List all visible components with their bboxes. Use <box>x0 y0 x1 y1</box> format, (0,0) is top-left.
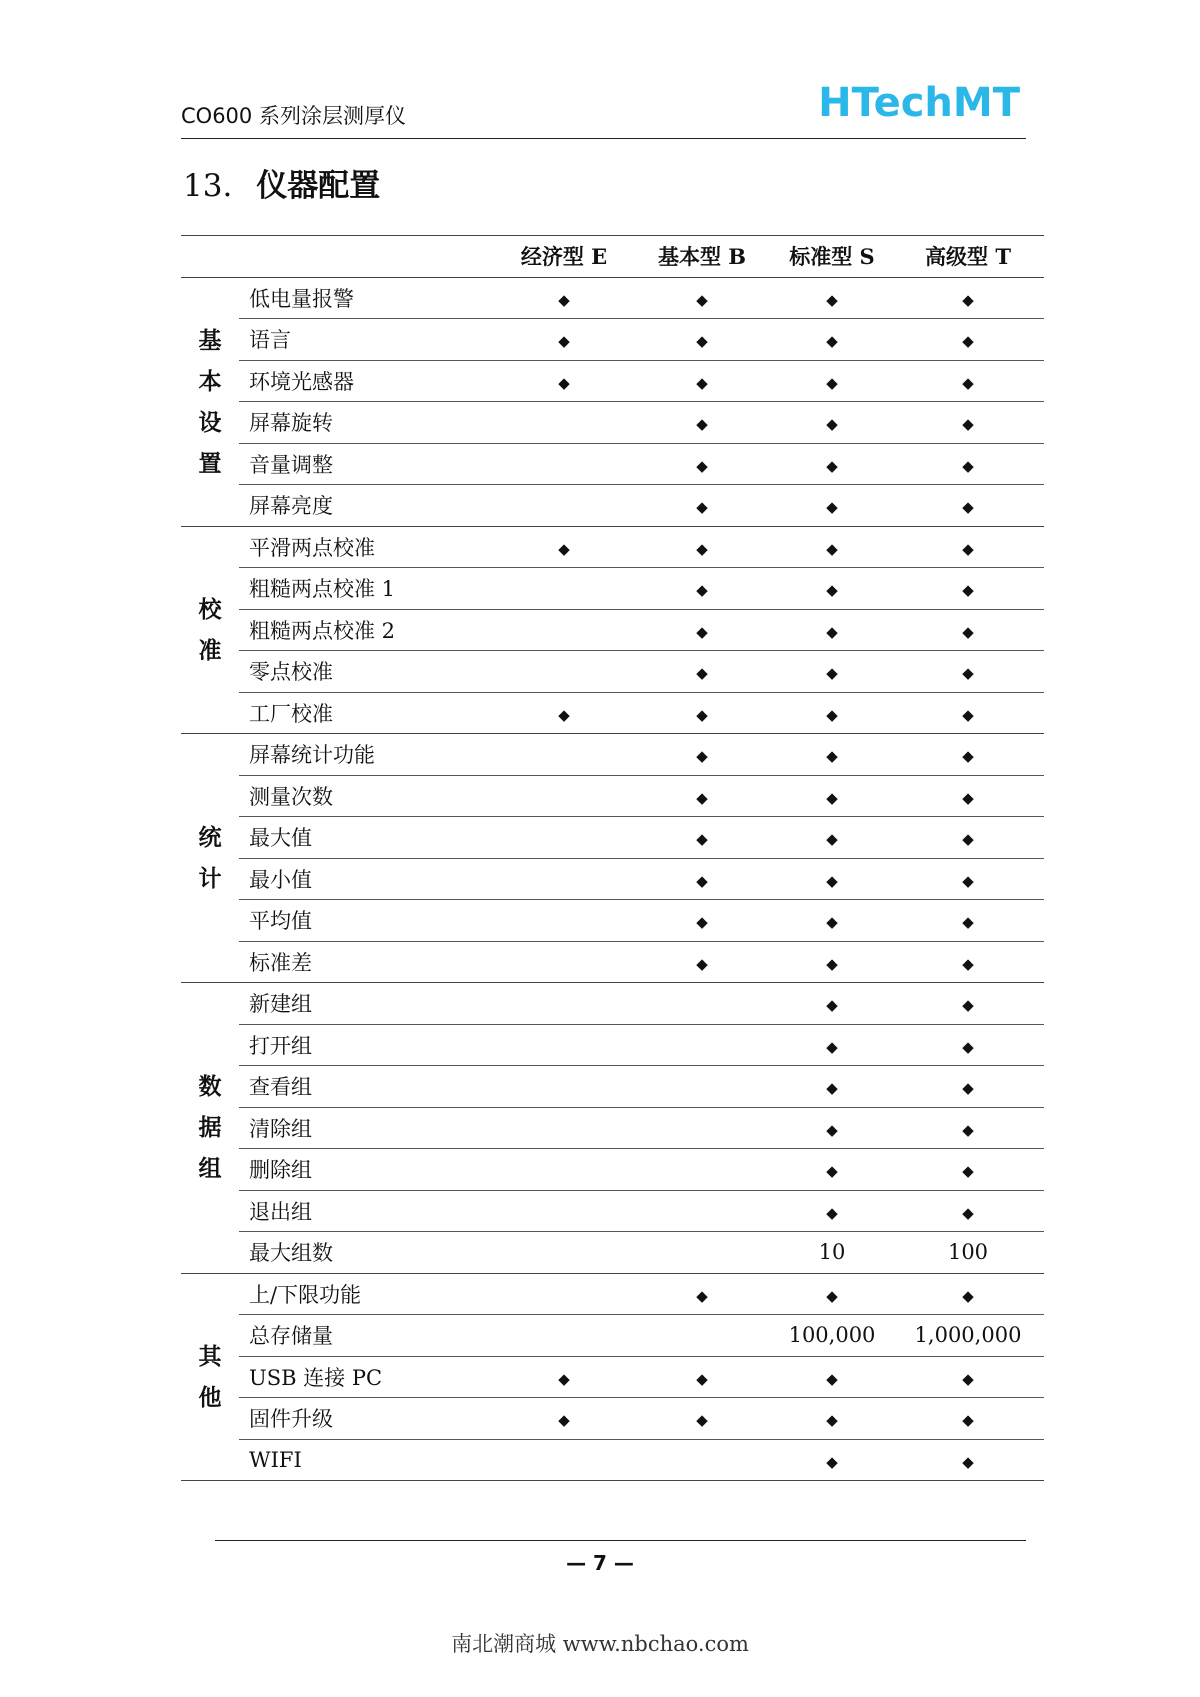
table-header-row <box>181 236 1044 278</box>
feature-value-cell <box>496 1066 632 1108</box>
table-row <box>181 609 1044 651</box>
diamond-icon: ◆ <box>826 290 838 309</box>
feature-value-cell <box>772 485 892 527</box>
diamond-icon: ◆ <box>826 1120 838 1139</box>
feature-value-cell <box>892 1232 1044 1274</box>
feature-value-cell <box>632 485 772 527</box>
diamond-icon: ◆ <box>826 1203 838 1222</box>
feature-value-cell <box>496 941 632 983</box>
document-title: CO600 系列涂层测厚仪 <box>181 104 406 128</box>
section-heading <box>183 160 380 205</box>
diamond-icon: ◆ <box>962 1079 974 1098</box>
feature-value-cell <box>892 1190 1044 1232</box>
diamond-icon: ◆ <box>696 664 708 683</box>
feature-value-cell <box>772 1190 892 1232</box>
feature-value-cell <box>892 1398 1044 1440</box>
table-row <box>181 360 1044 402</box>
diamond-icon: ◆ <box>962 456 974 475</box>
feature-value-cell <box>772 651 892 693</box>
diamond-icon: ◆ <box>962 996 974 1015</box>
diamond-icon: ◆ <box>826 664 838 683</box>
feature-value-cell <box>892 360 1044 402</box>
feature-value-cell <box>892 485 1044 527</box>
group-header <box>181 236 239 278</box>
table-row <box>181 651 1044 693</box>
diamond-icon: ◆ <box>826 1286 838 1305</box>
diamond-icon: ◆ <box>826 1162 838 1181</box>
feature-value-cell <box>632 609 772 651</box>
feature-name: 语言 <box>239 319 496 361</box>
feature-value-cell <box>772 609 892 651</box>
diamond-icon: ◆ <box>962 1286 974 1305</box>
feature-value-cell <box>892 941 1044 983</box>
diamond-icon: ◆ <box>696 1369 708 1388</box>
table-row <box>181 1439 1044 1481</box>
group-label-char: 准 <box>198 636 222 664</box>
feature-value-cell <box>892 692 1044 734</box>
feature-value-cell <box>632 692 772 734</box>
feature-value-cell <box>632 983 772 1025</box>
group-label-char: 数 <box>198 1073 222 1101</box>
diamond-icon: ◆ <box>962 373 974 392</box>
feature-value: 100,000 <box>788 1323 876 1348</box>
feature-name: 标准差 <box>239 941 496 983</box>
feature-value-cell <box>496 402 632 444</box>
feature-value-cell <box>772 443 892 485</box>
diamond-icon: ◆ <box>826 1079 838 1098</box>
feature-value-cell <box>892 651 1044 693</box>
feature-value-cell <box>772 734 892 776</box>
feature-name: 零点校准 <box>239 651 496 693</box>
table-row <box>181 775 1044 817</box>
table-row <box>181 1190 1044 1232</box>
diamond-icon: ◆ <box>962 871 974 890</box>
diamond-icon: ◆ <box>962 1452 974 1471</box>
diamond-icon: ◆ <box>558 332 570 351</box>
watermark: 南北潮商城 www.nbchao.com <box>451 1632 749 1656</box>
diamond-icon: ◆ <box>696 705 708 724</box>
feature-value-cell <box>632 1398 772 1440</box>
table-row <box>181 277 1044 319</box>
diamond-icon: ◆ <box>826 539 838 558</box>
feature-value-cell <box>632 941 772 983</box>
feature-value-cell <box>496 651 632 693</box>
group-label-char: 基 <box>198 326 222 354</box>
feature-value-cell <box>892 1024 1044 1066</box>
feature-value-cell <box>772 1066 892 1108</box>
feature-value-cell <box>496 568 632 610</box>
feature-name: 环境光感器 <box>239 360 496 402</box>
footer-divider <box>215 1540 1026 1541</box>
feature-value-cell <box>772 817 892 859</box>
feature-value-cell <box>496 1149 632 1191</box>
diamond-icon: ◆ <box>696 747 708 766</box>
page-header <box>181 80 1026 139</box>
feature-value-cell <box>892 568 1044 610</box>
feature-value-cell <box>772 692 892 734</box>
feature-value-cell <box>496 1315 632 1357</box>
table-row <box>181 443 1044 485</box>
feature-value-cell <box>632 1439 772 1481</box>
feature-name: USB 连接 PC <box>239 1356 496 1398</box>
feature-name: 粗糙两点校准 2 <box>239 609 496 651</box>
section-number: 13. <box>183 168 233 204</box>
feature-value-cell <box>772 277 892 319</box>
feature-name: 屏幕统计功能 <box>239 734 496 776</box>
group-label <box>181 277 239 526</box>
feature-value-cell <box>496 319 632 361</box>
feature-value-cell <box>892 1066 1044 1108</box>
diamond-icon: ◆ <box>962 498 974 517</box>
diamond-icon: ◆ <box>696 581 708 600</box>
diamond-icon: ◆ <box>696 332 708 351</box>
feature-value-cell <box>632 1149 772 1191</box>
table-row <box>181 941 1044 983</box>
feature-value-cell <box>496 1398 632 1440</box>
feature-name: 测量次数 <box>239 775 496 817</box>
feature-value-cell <box>496 817 632 859</box>
feature-value-cell <box>632 775 772 817</box>
table-row <box>181 568 1044 610</box>
feature-value-cell <box>892 277 1044 319</box>
feature-value-cell <box>772 402 892 444</box>
feature-value-cell <box>892 1439 1044 1481</box>
feature-value-cell <box>496 1356 632 1398</box>
section-title: 仪器配置 <box>256 168 381 204</box>
table-row <box>181 1232 1044 1274</box>
feature-value-cell <box>892 1315 1044 1357</box>
feature-value-cell <box>632 319 772 361</box>
group-label-char: 其 <box>198 1342 222 1370</box>
feature-value-cell <box>772 1356 892 1398</box>
feature-value-cell <box>892 734 1044 776</box>
feature-value-cell <box>632 1107 772 1149</box>
feature-value-cell <box>892 775 1044 817</box>
group-label-char: 计 <box>198 865 222 892</box>
feature-name: 清除组 <box>239 1107 496 1149</box>
feature-value-cell <box>496 858 632 900</box>
feature-value-cell <box>632 1066 772 1108</box>
feature-value-cell <box>496 485 632 527</box>
table-row <box>181 485 1044 527</box>
feature-value-cell <box>632 900 772 942</box>
feature-name: 查看组 <box>239 1066 496 1108</box>
feature-value-cell <box>632 526 772 568</box>
feature-value-cell <box>772 858 892 900</box>
diamond-icon: ◆ <box>962 788 974 807</box>
feature-value-cell <box>496 1232 632 1274</box>
diamond-icon: ◆ <box>826 1369 838 1388</box>
feature-value-cell <box>772 1232 892 1274</box>
feature-value-cell <box>772 1149 892 1191</box>
diamond-icon: ◆ <box>826 954 838 973</box>
diamond-icon: ◆ <box>826 332 838 351</box>
feature-value-cell <box>632 858 772 900</box>
feature-value-cell <box>632 402 772 444</box>
diamond-icon: ◆ <box>962 747 974 766</box>
diamond-icon: ◆ <box>696 830 708 849</box>
table-row <box>181 1024 1044 1066</box>
diamond-icon: ◆ <box>826 373 838 392</box>
diamond-icon: ◆ <box>826 747 838 766</box>
feature-name: 平均值 <box>239 900 496 942</box>
feature-value-cell <box>632 1024 772 1066</box>
feature-value-cell <box>772 1398 892 1440</box>
feature-value-cell <box>632 1315 772 1357</box>
feature-value-cell <box>772 983 892 1025</box>
column-header-advanced: 高级型 T <box>892 236 1044 278</box>
brand-logo: HTechMT <box>818 80 1020 126</box>
feature-value-cell <box>496 1439 632 1481</box>
diamond-icon: ◆ <box>826 996 838 1015</box>
feature-value-cell <box>772 1273 892 1315</box>
feature-value-cell <box>496 609 632 651</box>
diamond-icon: ◆ <box>826 1411 838 1430</box>
diamond-icon: ◆ <box>962 913 974 932</box>
feature-value-cell <box>496 734 632 776</box>
feature-name: 新建组 <box>239 983 496 1025</box>
table-row <box>181 983 1044 1025</box>
feature-name: 工厂校准 <box>239 692 496 734</box>
diamond-icon: ◆ <box>962 1411 974 1430</box>
feature-value-cell <box>496 900 632 942</box>
feature-value-cell <box>632 1232 772 1274</box>
feature-header <box>239 236 496 278</box>
feature-value-cell <box>892 609 1044 651</box>
column-header-basic: 基本型 B <box>632 236 772 278</box>
diamond-icon: ◆ <box>558 539 570 558</box>
diamond-icon: ◆ <box>696 622 708 641</box>
diamond-icon: ◆ <box>558 1411 570 1430</box>
feature-value-cell <box>892 1356 1044 1398</box>
table-row <box>181 402 1044 444</box>
diamond-icon: ◆ <box>696 954 708 973</box>
feature-value: 10 <box>818 1240 846 1265</box>
feature-value-cell <box>496 526 632 568</box>
diamond-icon: ◆ <box>558 373 570 392</box>
group-label <box>181 983 239 1274</box>
diamond-icon: ◆ <box>826 1037 838 1056</box>
diamond-icon: ◆ <box>962 332 974 351</box>
feature-value-cell <box>892 443 1044 485</box>
diamond-icon: ◆ <box>826 498 838 517</box>
feature-name: 粗糙两点校准 1 <box>239 568 496 610</box>
feature-value-cell <box>632 568 772 610</box>
diamond-icon: ◆ <box>696 871 708 890</box>
feature-value-cell <box>892 1107 1044 1149</box>
feature-value-cell <box>772 775 892 817</box>
feature-value-cell <box>632 734 772 776</box>
diamond-icon: ◆ <box>962 415 974 434</box>
group-label-char: 据 <box>198 1114 222 1142</box>
diamond-icon: ◆ <box>696 1411 708 1430</box>
feature-value-cell <box>496 983 632 1025</box>
diamond-icon: ◆ <box>696 456 708 475</box>
table-row <box>181 1149 1044 1191</box>
table-row <box>181 1356 1044 1398</box>
diamond-icon: ◆ <box>826 622 838 641</box>
feature-value-cell <box>892 900 1044 942</box>
table-row <box>181 858 1044 900</box>
diamond-icon: ◆ <box>962 290 974 309</box>
configuration-table <box>181 235 1044 1481</box>
feature-value-cell <box>496 1107 632 1149</box>
column-header-economy: 经济型 E <box>496 236 632 278</box>
diamond-icon: ◆ <box>962 1162 974 1181</box>
feature-name: 固件升级 <box>239 1398 496 1440</box>
feature-value-cell <box>496 443 632 485</box>
table-row <box>181 1066 1044 1108</box>
column-header-standard: 标准型 S <box>772 236 892 278</box>
feature-name: 上/下限功能 <box>239 1273 496 1315</box>
diamond-icon: ◆ <box>962 1120 974 1139</box>
diamond-icon: ◆ <box>696 788 708 807</box>
diamond-icon: ◆ <box>696 498 708 517</box>
group-label <box>181 1273 239 1481</box>
diamond-icon: ◆ <box>826 456 838 475</box>
feature-name: 屏幕亮度 <box>239 485 496 527</box>
feature-value-cell <box>496 692 632 734</box>
feature-name: 退出组 <box>239 1190 496 1232</box>
table-row <box>181 1398 1044 1440</box>
table-row <box>181 692 1044 734</box>
group-label-char: 组 <box>198 1155 222 1183</box>
feature-value-cell <box>772 900 892 942</box>
feature-name: 删除组 <box>239 1149 496 1191</box>
diamond-icon: ◆ <box>962 1037 974 1056</box>
feature-value-cell <box>772 319 892 361</box>
feature-value-cell <box>772 1439 892 1481</box>
diamond-icon: ◆ <box>962 1369 974 1388</box>
diamond-icon: ◆ <box>826 830 838 849</box>
feature-value-cell <box>772 360 892 402</box>
group-label-char: 本 <box>198 367 222 395</box>
feature-name: WIFI <box>239 1439 496 1481</box>
diamond-icon: ◆ <box>962 664 974 683</box>
diamond-icon: ◆ <box>826 871 838 890</box>
feature-value-cell <box>772 1024 892 1066</box>
feature-name: 打开组 <box>239 1024 496 1066</box>
diamond-icon: ◆ <box>696 415 708 434</box>
table-row <box>181 1107 1044 1149</box>
feature-value-cell <box>496 775 632 817</box>
diamond-icon: ◆ <box>962 954 974 973</box>
diamond-icon: ◆ <box>826 913 838 932</box>
diamond-icon: ◆ <box>826 1452 838 1471</box>
feature-value-cell <box>892 983 1044 1025</box>
feature-name: 平滑两点校准 <box>239 526 496 568</box>
feature-value-cell <box>496 277 632 319</box>
feature-value-cell <box>632 651 772 693</box>
table-row <box>181 319 1044 361</box>
diamond-icon: ◆ <box>962 622 974 641</box>
diamond-icon: ◆ <box>962 705 974 724</box>
diamond-icon: ◆ <box>962 1203 974 1222</box>
table-row <box>181 900 1044 942</box>
table-row <box>181 1273 1044 1315</box>
feature-value-cell <box>632 277 772 319</box>
feature-name: 最大值 <box>239 817 496 859</box>
diamond-icon: ◆ <box>826 415 838 434</box>
group-label <box>181 526 239 734</box>
table-row <box>181 526 1044 568</box>
group-label-char: 置 <box>198 449 222 477</box>
feature-value-cell <box>892 858 1044 900</box>
diamond-icon: ◆ <box>558 290 570 309</box>
feature-name: 最大组数 <box>239 1232 496 1274</box>
diamond-icon: ◆ <box>826 705 838 724</box>
feature-value-cell <box>892 1273 1044 1315</box>
feature-value-cell <box>632 1273 772 1315</box>
feature-value-cell <box>892 319 1044 361</box>
diamond-icon: ◆ <box>962 581 974 600</box>
diamond-icon: ◆ <box>696 373 708 392</box>
feature-name: 屏幕旋转 <box>239 402 496 444</box>
diamond-icon: ◆ <box>696 539 708 558</box>
feature-value-cell <box>632 817 772 859</box>
feature-value-cell <box>632 443 772 485</box>
feature-name: 总存储量 <box>239 1315 496 1357</box>
feature-name: 音量调整 <box>239 443 496 485</box>
feature-value-cell <box>632 1356 772 1398</box>
group-label-char: 设 <box>198 408 222 436</box>
diamond-icon: ◆ <box>826 788 838 807</box>
diamond-icon: ◆ <box>558 705 570 724</box>
feature-name: 最小值 <box>239 858 496 900</box>
table-body <box>181 277 1044 1481</box>
group-label <box>181 734 239 983</box>
feature-value-cell <box>772 1107 892 1149</box>
feature-value-cell <box>772 526 892 568</box>
diamond-icon: ◆ <box>696 290 708 309</box>
feature-value-cell <box>496 1190 632 1232</box>
diamond-icon: ◆ <box>558 1369 570 1388</box>
feature-value-cell <box>892 526 1044 568</box>
feature-value-cell <box>496 360 632 402</box>
diamond-icon: ◆ <box>962 830 974 849</box>
page-number: — 7 — <box>566 1551 634 1575</box>
feature-value: 100 <box>947 1240 989 1265</box>
group-label-char: 校 <box>198 595 222 623</box>
feature-name: 低电量报警 <box>239 277 496 319</box>
table-row <box>181 817 1044 859</box>
feature-value-cell <box>772 941 892 983</box>
table-row <box>181 734 1044 776</box>
table-row <box>181 1315 1044 1357</box>
feature-value-cell <box>772 1315 892 1357</box>
feature-value-cell <box>632 360 772 402</box>
group-label-char: 统 <box>198 824 222 851</box>
diamond-icon: ◆ <box>826 581 838 600</box>
feature-value-cell <box>892 817 1044 859</box>
feature-value-cell <box>892 1149 1044 1191</box>
feature-value-cell <box>772 568 892 610</box>
feature-value: 1,000,000 <box>914 1323 1022 1348</box>
diamond-icon: ◆ <box>962 539 974 558</box>
feature-value-cell <box>892 402 1044 444</box>
group-label-char: 他 <box>198 1383 222 1411</box>
feature-value-cell <box>496 1024 632 1066</box>
diamond-icon: ◆ <box>696 1286 708 1305</box>
feature-value-cell <box>632 1190 772 1232</box>
feature-value-cell <box>496 1273 632 1315</box>
diamond-icon: ◆ <box>696 913 708 932</box>
